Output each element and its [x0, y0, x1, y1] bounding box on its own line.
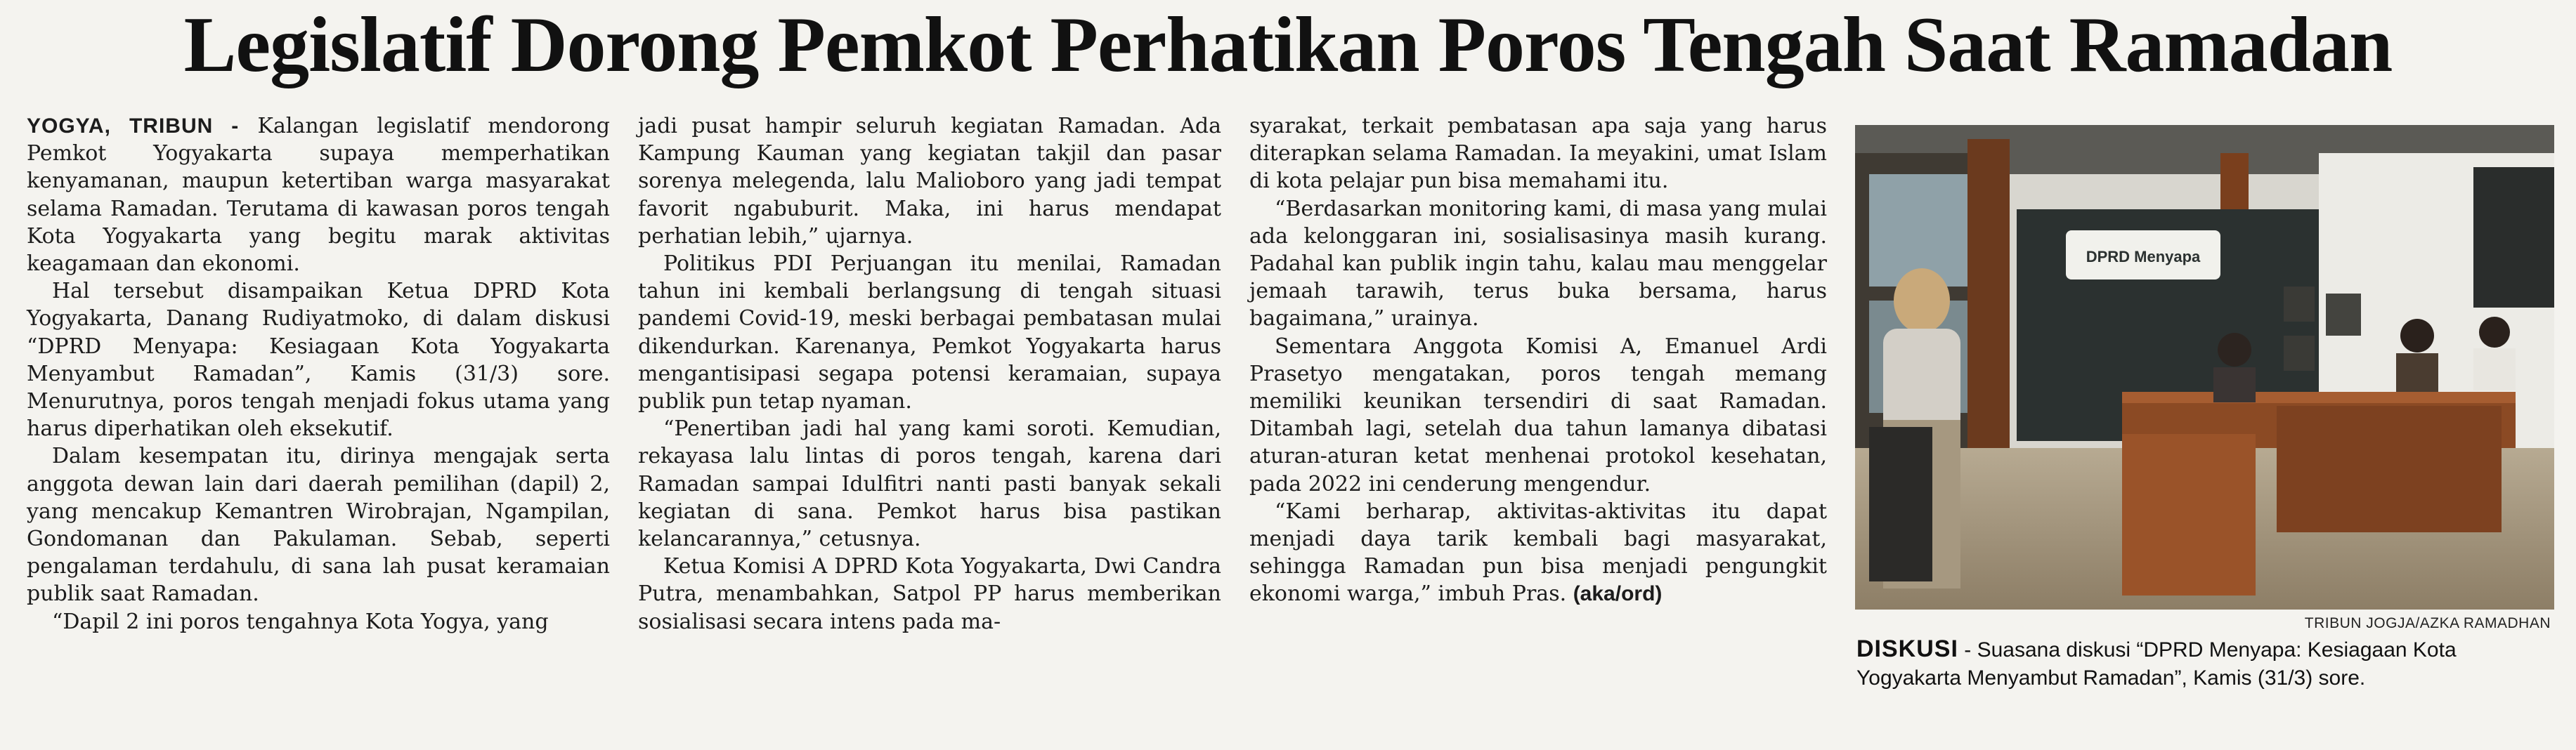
- paragraph: Dalam kesempatan itu, dirinya mengajak serta anggota dewan lain dari daerah pemilihan (dapil) 2, yang mencakup Kemantren Wirobrajan, Ngampilan, Gondomanan dan Pakulaman. Sebab, seperti pengalaman terdahulu, di sana lah pusat keramaian publik saat Ramadan.: [27, 444, 610, 607]
- author-signoff: (aka/ord): [1573, 582, 1663, 606]
- paragraph: syarakat, terkait pembatasan apa saja yang harus diterapkan selama Ramadan. Ia meyakini, umat Islam di kota pelajar pun bisa memahami itu.: [1249, 114, 1827, 194]
- paragraph: [1249, 498, 1827, 608]
- paragraph-text: “Kami berharap, aktivitas-aktivitas itu dapat menjadi daya tarik kembali bagi masyarakat, sehingga Ramadan pun bisa menjadi pengungkit ekonomi warga,” imbuh Pras.: [1249, 499, 1827, 607]
- caption-text: - Suasana diskusi “DPRD Menyapa: Kesiagaan Kota Yogyakarta Menyambut Ramadan”, Kamis (31/3) sore.: [1856, 638, 2457, 690]
- paragraph: Sementara Anggota Komisi A, Emanuel Ardi Prasetyo mengatakan, poros tengah memang memiliki keunikan tersendiri di saat Ramadan. Ditambah lagi, setelah dua tahun lamanya dibatasi aturan-aturan ketat menhenai protokol kesehatan, pada 2022 ini cenderung mengendur.: [1249, 334, 1827, 496]
- paragraph: “Penertiban jadi hal yang kami soroti. Kemudian, rekayasa lalu lintas di poros tengah, karena dari Ramadan sampai Idulfitri nanti pasti banyak sekali kegiatan di sana. Pemkot harus bisa pastikan kelancarannya,” cetusnya.: [638, 416, 1221, 552]
- paragraph: [27, 112, 610, 277]
- article-column-3: [1249, 112, 1827, 608]
- article-column-1: [27, 112, 610, 636]
- photo-caption: [1856, 635, 2552, 692]
- discussion-photo-illustration: [1855, 125, 2554, 610]
- paragraph: “Dapil 2 ini poros tengahnya Kota Yogya, yang: [52, 609, 549, 634]
- caption-label: DISKUSI: [1856, 636, 1958, 662]
- paragraph: jadi pusat hampir seluruh kegiatan Ramadan. Ada Kampung Kauman yang kegiatan takjil dan pasar sorenya melegenda, lalu Malioboro yang jadi tempat favorit ngabuburit. Maka, ini harus mendapat perhatian lebih,” ujarnya.: [638, 114, 1221, 249]
- photo-credit: TRIBUN JOGJA/AZKA RAMADHAN: [2304, 615, 2551, 631]
- paragraph: Ketua Komisi A DPRD Kota Yogyakarta, Dwi Candra Putra, menambahkan, Satpol PP harus memberikan sosialisasi secara intens pada ma-: [638, 554, 1221, 634]
- paragraph-text: Kalangan legislatif mendorong Pemkot Yogyakarta supaya memperhatikan kenyamanan, maupun ketertiban warga masyarakat selama Ramadan. Terutama di kawasan poros tengah Kota Yogyakarta yang begitu marak aktivitas keagamaan dan ekonomi.: [27, 114, 611, 277]
- banner-text: DPRD Menyapa: [2086, 248, 2201, 265]
- paragraph: Politikus PDI Perjuangan itu menilai, Ramadan tahun ini kembali berlangsung di tengah situasi pandemi Covid-19, meski berbagai pembatasan mulai dikendurkan. Karenanya, Pemkot Yogyakarta harus mengantisipasi segapa potensi keramaian, supaya publik pun tetap nyaman.: [638, 251, 1221, 414]
- dateline: YOGYA, TRIBUN -: [27, 114, 240, 138]
- paragraph: Hal tersebut disampaikan Ketua DPRD Kota Yogyakarta, Danang Rudiyatmoko, di dalam diskusi “DPRD Menyapa: Kesiagaan Kota Yogyakarta Menyambut Ramadan”, Kamis (31/3) sore. Menurutnya, poros tengah menjadi fokus utama yang harus diperhatikan oleh eksekutif.: [27, 279, 610, 442]
- paragraph: “Berdasarkan monitoring kami, di masa yang mulai ada kelonggaran ini, sosialisasinya masih kurang. Padahal kan publik ingin tahu, kalau mau menggelar jemaah tarawih, terus buka bersama, harus bagaimana,” urainya.: [1249, 196, 1827, 331]
- headline: Legislatif Dorong Pemkot Perhatikan Poros Tengah Saat Ramadan: [183, 1, 2393, 88]
- article-column-2: [638, 112, 1221, 636]
- news-photo: [1855, 125, 2554, 610]
